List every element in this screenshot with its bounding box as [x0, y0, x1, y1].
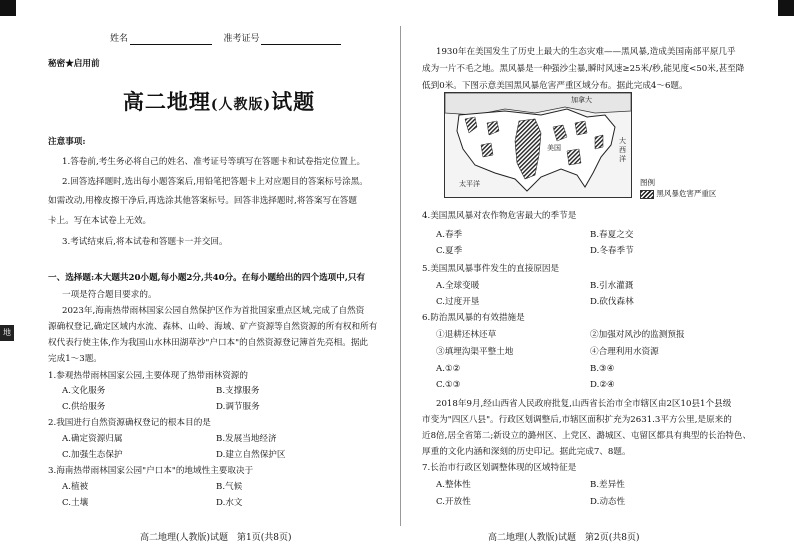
page-title: 高二地理(人教版)试题 [122, 89, 316, 114]
q6-statement-1: ①退耕还林还草 [436, 330, 497, 340]
q6-statement-4: ④合理利用水资源 [590, 347, 659, 357]
notes-heading: 注意事项: [48, 137, 86, 147]
q5-option-c: C.过度开垦 [436, 297, 480, 307]
page-2-questions [422, 0, 772, 553]
q6-statement-2: ②加强对风沙的监测预报 [590, 330, 685, 340]
q6-option-b: B.③④ [590, 364, 615, 374]
q7-option-d: D.动态性 [590, 497, 626, 507]
question-2-stem: 2.我国进行自然资源确权登记的根本目的是 [48, 418, 211, 428]
q2-option-c: C.加强生态保护 [62, 450, 123, 460]
passage-line: 市变为"四区八县"。行政区划调整后,市辖区面积扩充为2631.3平方公里,是原来的 [422, 415, 732, 425]
question-4-stem: 4.美国黑风暴对农作物危害最大的季节是 [422, 211, 577, 221]
q4-option-b: B.春夏之交 [590, 230, 634, 240]
section-heading: 一、选择题:本大题共20小题,每小题2分,共40分。在每小题给出的四个选项中,只有 [48, 273, 366, 283]
q3-option-c: C.土壤 [62, 498, 89, 508]
q7-option-a: A.整体性 [436, 480, 471, 490]
q7-option-b: B.差异性 [590, 480, 625, 490]
question-7-stem: 7.长治市行政区划调整体现的区域特征是 [422, 463, 577, 473]
notes-line: 2.回答选择题时,选出每小题答案后,用铅笔把答题卡上对应题目的答案标号涂黑。 [62, 177, 368, 187]
passage-line: 2023年,海南热带雨林国家公园自然保护区作为首批国家重点区域,完成了自然资 [62, 306, 365, 316]
passage-line: 1930年在美国发生了历史上最大的生态灾难——黑风暴,造成美国南部平原几乎 [436, 47, 736, 57]
name-label: 姓名 [110, 34, 129, 44]
passage-line: 源确权登记,确定区域内水流、森林、山岭、海域、矿产资源等自然资源的所有权和所有 [48, 322, 378, 332]
secret-label: 秘密★启用前 [48, 59, 100, 69]
notes-line: 1.答卷前,考生务必将自己的姓名、准考证号等填写在答题卡和试卷指定位置上。 [62, 157, 366, 167]
q5-option-d: D.砍伐森林 [590, 297, 634, 307]
q2-option-b: B.发展当地经济 [216, 434, 277, 444]
exam-id-blank [261, 35, 341, 45]
passage-line: 低到0米。下图示意美国黑风暴危害严重区域分布。据此完成4～6题。 [422, 81, 688, 91]
question-6-stem: 6.防治黑风暴的有效措施是 [422, 313, 525, 323]
notes-line: 3.考试结束后,将本试卷和答题卡一并交回。 [62, 237, 228, 247]
q2-option-d: D.建立自然保护区 [216, 450, 286, 460]
page-divider [400, 26, 401, 526]
page-footer-2: 高二地理(人教版)试题 第2页(共8页) [488, 533, 640, 543]
passage-line: 近8倍,居全省第二;新设立的潞州区、上党区、潞城区、屯留区都具有典型的长治特色、 [422, 431, 752, 441]
passage-line: 权代表行使主体,作为我国山水林田湖草沙"户口本"的自然资源登记簿首先亮相。据此 [48, 338, 369, 348]
page-footer-1: 高二地理(人教版)试题 第1页(共8页) [140, 533, 292, 543]
registration-mark-top-right [778, 0, 794, 16]
q4-option-d: D.冬春季节 [590, 246, 634, 256]
question-1-stem: 1.参观热带雨林国家公园,主要体现了热带雨林资源的 [48, 371, 248, 381]
name-blank [130, 35, 212, 45]
q6-statement-3: ③填埋沟渠平整土地 [436, 347, 514, 357]
passage-line: 完成1～3题。 [48, 354, 102, 364]
map-label-usa: 美国 [547, 144, 561, 152]
q1-option-d: D.调节服务 [216, 402, 260, 412]
question-3-stem: 3.海南热带雨林国家公园"户口本"的地域性主要取决于 [48, 466, 254, 476]
q5-option-a: A.全球变暖 [436, 281, 480, 291]
q6-option-c: C.①③ [436, 380, 461, 390]
passage-line: 2018年9月,经山西省人民政府批复,山西省长治市全市辖区由2区10县1个县级 [436, 399, 732, 409]
q4-option-c: C.夏季 [436, 246, 463, 256]
map-label-atlantic: 大 西 洋 [619, 137, 626, 163]
legend-item: 黑风暴危害严重区 [640, 188, 716, 199]
notes-line: 卡上。写在本试卷上无效。 [48, 216, 152, 226]
binding-edge-tab: 地 [0, 325, 14, 341]
q3-option-a: A.植被 [62, 482, 89, 492]
exam-id-label: 准考证号 [223, 34, 260, 44]
exam-header [110, 33, 341, 45]
q6-option-d: D.②④ [590, 380, 615, 390]
map-label-pacific: 太平洋 [459, 180, 480, 188]
map-label-canada: 加拿大 [571, 96, 592, 104]
q5-option-b: B.引水灌溉 [590, 281, 634, 291]
q1-option-a: A.文化服务 [62, 386, 106, 396]
section-heading-cont: 一项是符合题目要求的。 [62, 290, 157, 300]
q1-option-c: C.供给服务 [62, 402, 106, 412]
q4-option-a: A.春季 [436, 230, 463, 240]
q3-option-b: B.气候 [216, 482, 243, 492]
q6-option-a: A.①② [436, 364, 461, 374]
notes-line: 如需改动,用橡皮擦干净后,再选涂其他答案标号。回答非选择题时,将答案写在答题 [48, 196, 357, 206]
q3-option-d: D.水文 [216, 498, 243, 508]
question-5-stem: 5.美国黑风暴事件发生的直接原因是 [422, 264, 560, 274]
legend-title: 图例 [640, 178, 655, 187]
passage-line: 成为一片不毛之地。黑风暴是一种强沙尘暴,瞬时风速≥25米/秒,能见度<50米,甚至降 [422, 64, 745, 74]
q1-option-b: B.支撑服务 [216, 386, 260, 396]
page-1 [48, 0, 390, 553]
q2-option-a: A.确定资源归属 [62, 434, 123, 444]
q7-option-c: C.开放性 [436, 497, 471, 507]
passage-line: 厚重的文化内涵和深刻的历史印记。据此完成7、8题。 [422, 447, 631, 457]
registration-mark-top-left [0, 0, 16, 16]
